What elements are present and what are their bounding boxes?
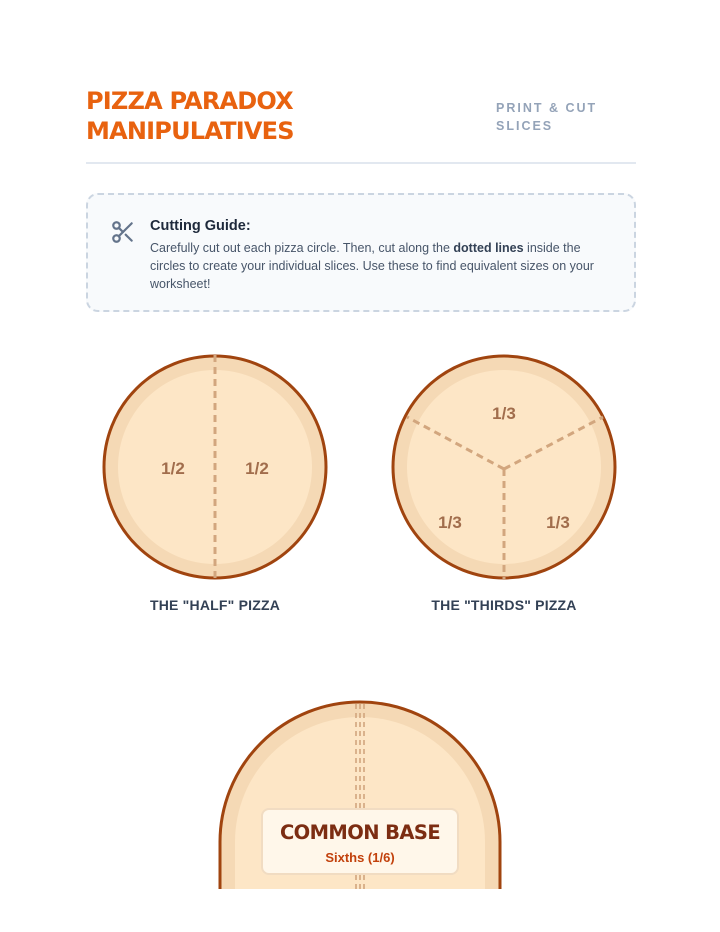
thirds-pizza-slice-top-label: 1/3 — [492, 404, 516, 423]
half-pizza — [104, 355, 326, 579]
half-pizza-slice-right-label: 1/2 — [245, 459, 269, 478]
page-title-line2: MANIPULATIVES — [86, 117, 294, 145]
common-base-label-box — [261, 808, 459, 875]
cutting-guide-text-bold: dotted lines — [453, 241, 524, 255]
common-base-title: COMMON BASE — [279, 821, 441, 844]
cutting-guide-heading: Cutting Guide: — [150, 218, 251, 234]
page-tagline-line1: PRINT & CUT — [496, 101, 598, 115]
page-tagline-line2: SLICES — [496, 119, 554, 133]
thirds-pizza-slice-right-label: 1/3 — [546, 513, 570, 532]
common-base-subtitle: Sixths (1/6) — [325, 850, 395, 865]
cutting-guide-text-part2: inside the circles to create your individual slices. Use these to find equivalent sizes on your worksheet! — [150, 241, 594, 291]
page-title-line1: PIZZA PARADOX — [86, 87, 293, 115]
thirds-pizza-slice-left-label: 1/3 — [438, 513, 462, 532]
thirds-pizza — [393, 356, 615, 579]
half-pizza-slice-left-label: 1/2 — [161, 459, 185, 478]
thirds-pizza-label: THE "THIRDS" PIZZA — [431, 597, 577, 613]
half-pizza-label: THE "HALF" PIZZA — [149, 597, 281, 613]
cutting-guide-text-part1: Carefully cut out each pizza circle. Then, cut along the — [150, 241, 454, 255]
